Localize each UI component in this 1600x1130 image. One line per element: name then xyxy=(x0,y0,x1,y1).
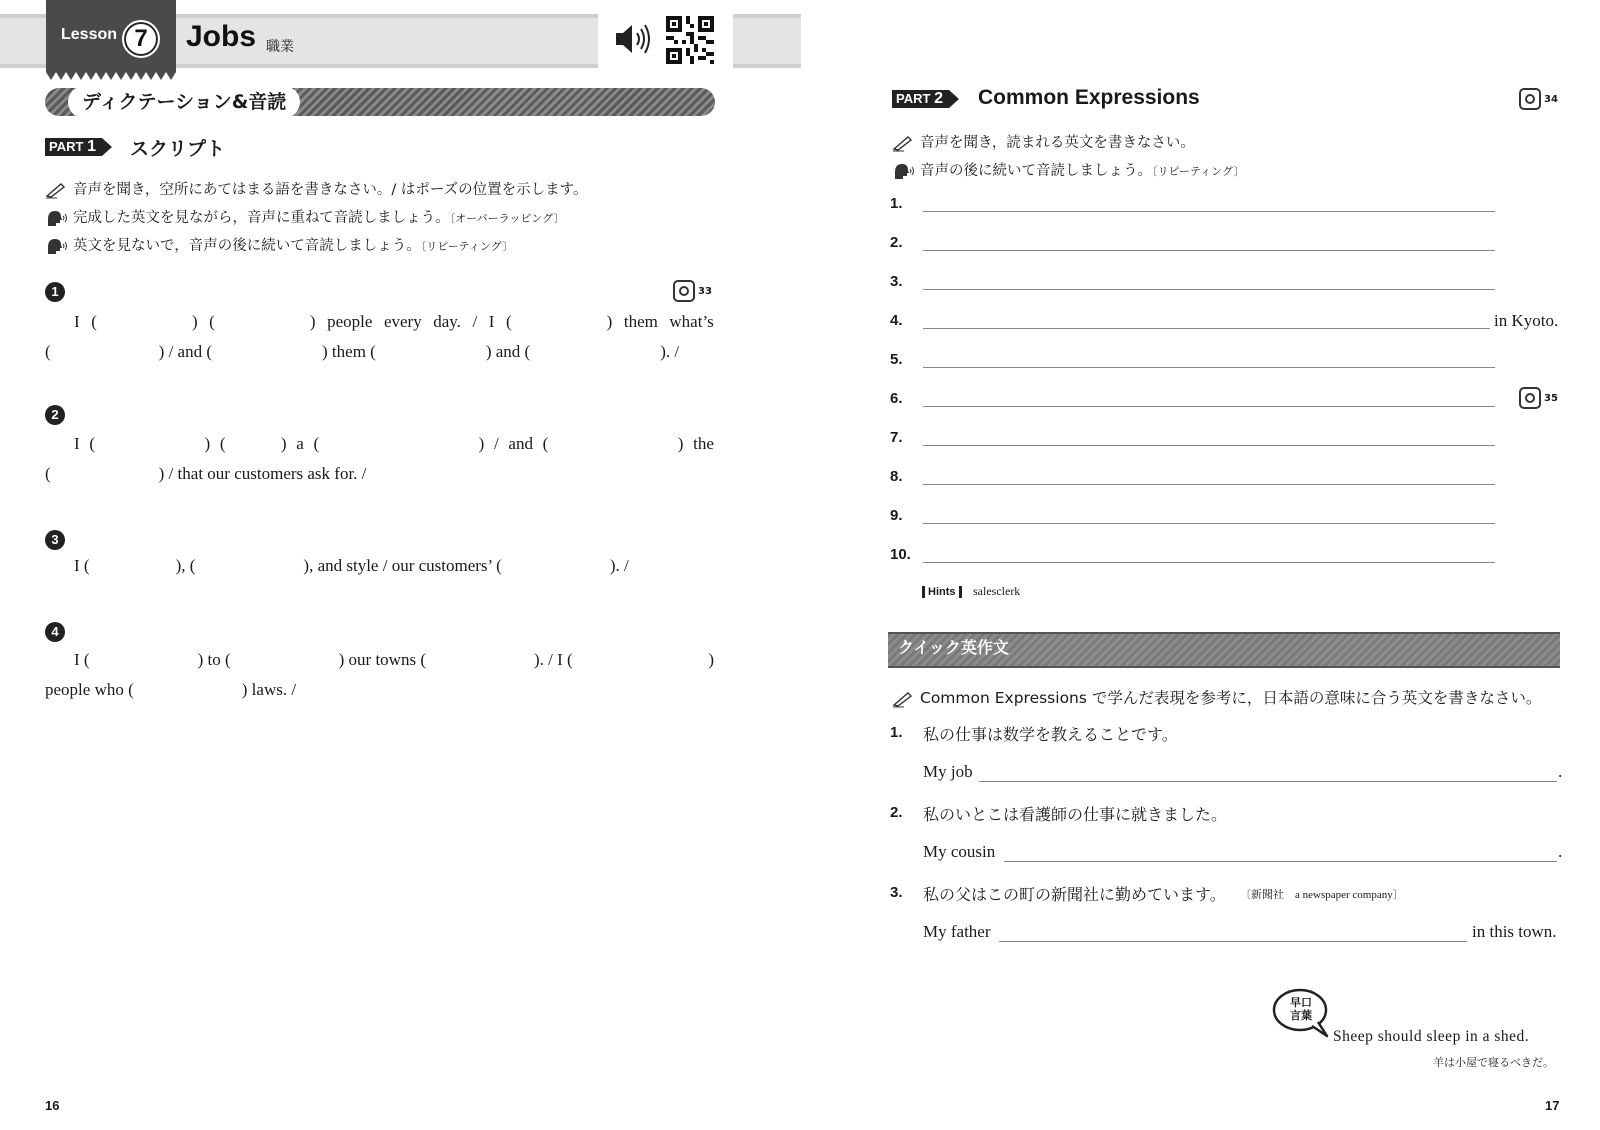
lesson-tab xyxy=(46,0,176,72)
instruction-text: 英文を見ないで，音声の後に続いて音読しましょう。 xyxy=(73,238,421,254)
word: ( xyxy=(89,434,96,453)
answer-line[interactable] xyxy=(1004,861,1557,862)
instruction-repeat xyxy=(45,234,513,255)
q1-line-b xyxy=(45,342,679,362)
word: ) our towns ( xyxy=(338,650,426,669)
cd-icon xyxy=(1519,88,1541,110)
q2-line-b xyxy=(45,464,366,484)
instruction-text: 音声の後に続いて音読しましょう。 xyxy=(920,163,1152,179)
hints-label: Hints xyxy=(922,586,962,598)
hints-text: salesclerk xyxy=(973,584,1021,598)
line-number: 4. xyxy=(890,312,903,329)
quick-item-lead: My father xyxy=(923,922,991,941)
quick-item-lead: My cousin xyxy=(923,842,996,861)
quick-item-number: 2. xyxy=(890,804,903,821)
word: ( xyxy=(209,312,215,331)
word: every xyxy=(383,312,422,331)
tongue-twister-jp: 羊は小屋で寝るべきだ。 xyxy=(1433,1057,1554,1069)
blank[interactable] xyxy=(231,650,339,670)
quick-section-title: クイック英作文 xyxy=(898,638,1009,657)
answer-line[interactable] xyxy=(923,445,1495,446)
answer-line[interactable] xyxy=(923,211,1495,212)
answer-line[interactable] xyxy=(979,781,1557,782)
quick-item-number: 1. xyxy=(890,724,903,741)
speaker-icon[interactable] xyxy=(614,22,652,56)
answer-line[interactable] xyxy=(923,406,1495,407)
word: them xyxy=(623,312,658,331)
word: I ( xyxy=(74,650,90,669)
word: ( xyxy=(313,434,320,453)
answer-line[interactable] xyxy=(923,289,1495,290)
word: ) to ( xyxy=(197,650,231,669)
quick-item-lead: My job xyxy=(923,762,973,781)
blank[interactable] xyxy=(226,312,298,332)
page-number-right: 17 xyxy=(1545,1098,1560,1113)
word: ( xyxy=(91,312,97,331)
blank[interactable] xyxy=(235,434,271,454)
question-number: 1 xyxy=(45,282,65,302)
question-number: 4 xyxy=(45,622,65,642)
instruction-write xyxy=(45,178,588,199)
line-number: 3. xyxy=(890,273,903,290)
blank[interactable] xyxy=(558,434,668,454)
q2-line-a xyxy=(74,434,714,454)
answer-line[interactable] xyxy=(999,941,1467,942)
audio-track[interactable] xyxy=(1519,387,1558,409)
quick-item-number: 3. xyxy=(890,884,903,901)
line-number: 9. xyxy=(890,507,903,524)
word: ) laws. / xyxy=(241,680,297,699)
word: ), and style / our customers’ ( xyxy=(303,556,502,575)
instruction-note: 〔リピーティング〕 xyxy=(420,240,514,253)
part2-tag-label: PART xyxy=(896,91,931,106)
qr-code-icon[interactable] xyxy=(666,16,714,64)
part1-tag xyxy=(45,138,102,156)
question-number: 2 xyxy=(45,405,65,425)
word: I xyxy=(74,434,80,453)
answer-line[interactable] xyxy=(923,250,1495,251)
word: ) xyxy=(204,434,211,453)
track-number: 35 xyxy=(1544,393,1558,404)
tongue-twister-en: Sheep should sleep in a shed. xyxy=(1333,1028,1530,1045)
quick-item-tail: . xyxy=(1558,762,1563,781)
line-number: 1. xyxy=(890,195,903,212)
track-number: 34 xyxy=(1544,94,1558,105)
zigzag-edge xyxy=(46,72,176,80)
word: day. xyxy=(433,312,461,331)
line-number: 10. xyxy=(890,546,911,563)
q3-line-a xyxy=(74,556,629,576)
speaking-head-icon xyxy=(892,162,914,180)
blank[interactable] xyxy=(573,650,709,670)
word: ). / xyxy=(609,556,629,575)
part1-tag-number: 1 xyxy=(87,138,96,155)
pencil-hand-icon xyxy=(892,134,914,152)
word: ) xyxy=(677,434,684,453)
word: ( xyxy=(45,464,51,483)
q1-line-a xyxy=(74,312,714,332)
word: I ( xyxy=(74,556,90,575)
instruction-note: 〔オーバーラッピング〕 xyxy=(449,212,565,225)
word: ( xyxy=(542,434,549,453)
blank[interactable] xyxy=(426,650,534,670)
quick-item-jp: 私の父はこの町の新聞社に勤めています。 xyxy=(923,887,1226,904)
word: ). / I ( xyxy=(533,650,573,669)
instruction-text: 音声を聞き，空所にあてはまる語を書きなさい。/ はポーズの位置を示します。 xyxy=(73,182,588,198)
instruction-text: 音声を聞き，読まれる英文を書きなさい。 xyxy=(920,135,1195,151)
word: / xyxy=(493,434,499,453)
word: ), ( xyxy=(175,556,196,575)
cd-icon xyxy=(1519,387,1541,409)
lesson-number: 7 xyxy=(122,20,160,58)
blank[interactable] xyxy=(108,312,180,332)
answer-line[interactable] xyxy=(923,367,1495,368)
word: ) xyxy=(309,312,316,331)
line-number: 7. xyxy=(890,429,903,446)
quick-item-note: 〔新聞社 a newspaper company〕 xyxy=(1240,889,1404,901)
blank[interactable] xyxy=(329,434,469,454)
line-number: 2. xyxy=(890,234,903,251)
word: ) xyxy=(191,312,198,331)
instruction-note: 〔リピーティング〕 xyxy=(1152,165,1245,178)
instruction-text: 完成した英文を見ながら，音声に重ねて音読しましょう。 xyxy=(73,210,450,226)
word: ) / that our customers ask for. / xyxy=(158,464,367,483)
word: ( xyxy=(505,312,512,331)
audio-track[interactable] xyxy=(1519,88,1558,110)
word: ) xyxy=(606,312,613,331)
quick-item-jp: 私のいとこは看護師の仕事に就きました。 xyxy=(923,807,1228,824)
word: I xyxy=(488,312,495,331)
line-number: 8. xyxy=(890,468,903,485)
speaking-head-icon xyxy=(45,209,67,227)
lesson-label: Lesson xyxy=(61,26,118,43)
page-title: Jobs xyxy=(186,20,257,53)
line-suffix: in Kyoto. xyxy=(1494,311,1559,330)
line-number: 6. xyxy=(890,390,903,407)
quick-item-jp: 私の仕事は数学を教えることです。 xyxy=(923,727,1178,744)
part2-tag xyxy=(892,90,949,108)
blank[interactable] xyxy=(523,312,595,332)
section-title: ディクテーション&音読 xyxy=(68,86,300,118)
instruction-repeat xyxy=(892,159,1245,180)
word: I xyxy=(74,312,80,331)
pencil-hand-icon xyxy=(892,690,914,708)
word: ( xyxy=(45,342,51,361)
answer-line[interactable] xyxy=(923,484,1495,485)
word: a xyxy=(296,434,304,453)
tongue-badge xyxy=(1288,996,1314,1022)
part1-title: スクリプト xyxy=(130,138,226,160)
part2-title: Common Expressions xyxy=(978,86,1200,109)
word: and xyxy=(508,434,533,453)
word: ) and ( xyxy=(485,342,531,361)
instruction-write xyxy=(892,131,1195,152)
cd-icon xyxy=(673,280,695,302)
part1-tag-label: PART xyxy=(49,139,84,154)
page-number-left: 16 xyxy=(45,1098,60,1113)
word: people who ( xyxy=(45,680,134,699)
instruction-text: Common Expressions で学んだ表現を参考に，日本語の意味に合う英文を書きなさい。 xyxy=(920,689,1542,707)
speaking-head-icon xyxy=(45,237,67,255)
q4-line-a xyxy=(74,650,714,670)
q4-line-b xyxy=(45,680,296,700)
word: people xyxy=(327,312,373,331)
track-number: 33 xyxy=(698,286,712,297)
audio-track[interactable] xyxy=(673,280,712,302)
tongue-badge-line-1: 早口 xyxy=(1290,996,1312,1009)
header-band-mid xyxy=(733,14,801,68)
instruction-overlap xyxy=(45,206,565,227)
word: / xyxy=(472,312,478,331)
word: ( xyxy=(219,434,226,453)
pencil-hand-icon xyxy=(45,181,67,199)
quick-item-tail: . xyxy=(1558,842,1563,861)
blank[interactable] xyxy=(105,434,195,454)
answer-line[interactable] xyxy=(923,328,1490,329)
word: the xyxy=(693,434,714,453)
word: ) xyxy=(478,434,485,453)
answer-line[interactable] xyxy=(923,562,1495,563)
word: ) xyxy=(708,650,714,669)
answer-line[interactable] xyxy=(923,523,1495,524)
word: ) them ( xyxy=(322,342,376,361)
hints xyxy=(922,584,1020,599)
word: ) xyxy=(280,434,287,453)
part2-tag-number: 2 xyxy=(934,90,943,107)
quick-item-tail: in this town. xyxy=(1472,922,1557,941)
blank[interactable] xyxy=(90,650,198,670)
tongue-badge-line-2: 言葉 xyxy=(1290,1009,1312,1022)
question-number: 3 xyxy=(45,530,65,550)
line-number: 5. xyxy=(890,351,903,368)
quick-instruction xyxy=(892,686,1541,708)
word: ). / xyxy=(660,342,680,361)
word: ) / and ( xyxy=(158,342,213,361)
word: what’s xyxy=(669,312,714,331)
page-title-jp: 職業 xyxy=(266,39,294,55)
